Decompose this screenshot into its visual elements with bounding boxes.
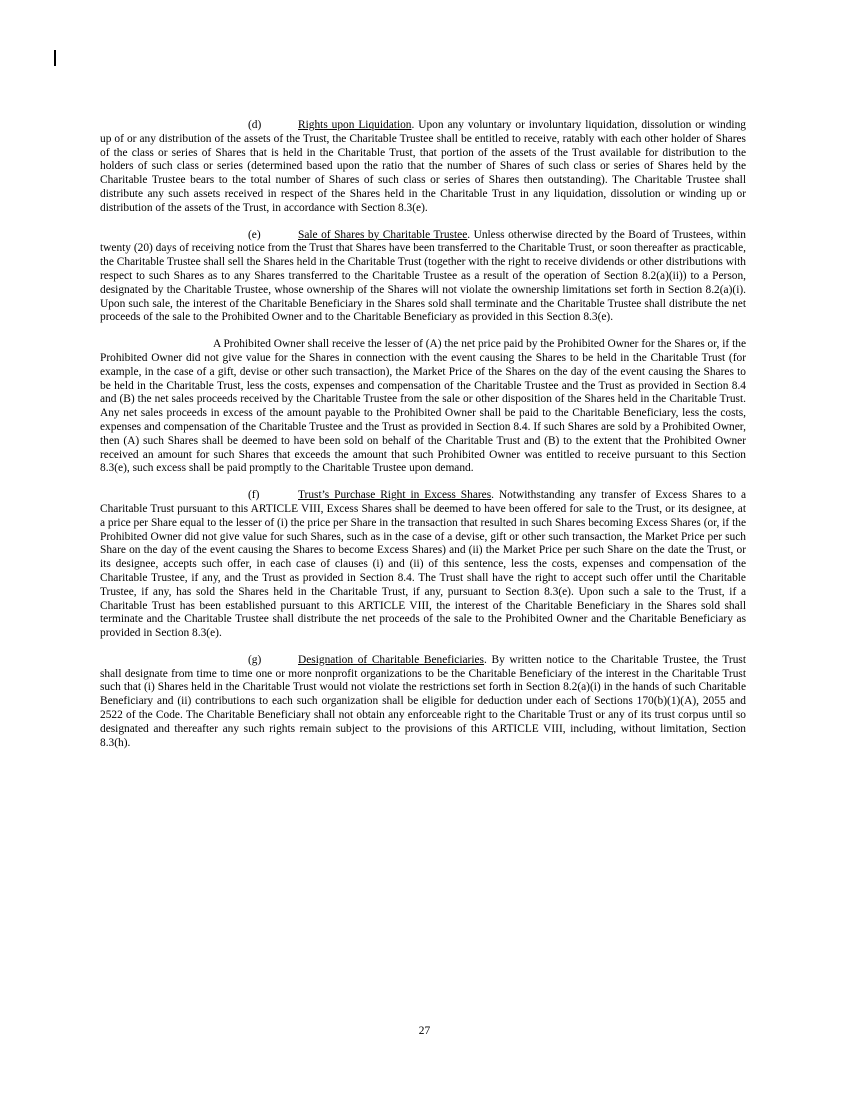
document-body	[100, 119, 746, 763]
section-d	[100, 119, 746, 216]
section-e	[100, 229, 746, 326]
section-f	[100, 489, 746, 641]
section-e-heading: Sale of Shares by Charitable Trustee	[298, 228, 468, 241]
section-e-continuation	[100, 338, 746, 476]
section-g	[100, 654, 746, 751]
section-g-letter: (g)	[248, 653, 262, 666]
text-cursor-mark	[54, 50, 56, 66]
section-e-body: . Unless otherwise directed by the Board of Trustees, within twenty (20) days of receiving notice from the Trust that Shares have been transferred to the Charitable Trust, or soon thereafter as practicable, the Charitable Trustee shall sell the Shares held in the Charitable Trust (together with the right to receive dividends or other distributions with respect to such Shares as to any Shares transferred to the Charitable Trustee as a result of the operation of Section 8.2(a)(ii)) to a Person, designated by the Charitable Trustee, whose ownership of the Shares will not violate the ownership limitations set forth in Section 8.2(a)(i). Upon such sale, the interest of the Charitable Beneficiary in the Shares sold shall terminate and the Charitable Trustee shall distribute the net proceeds of the sale to the Prohibited Owner and to the Charitable Beneficiary as provided in this Section 8.3(e).	[100, 228, 746, 324]
section-f-heading: Trust’s Purchase Right in Excess Shares	[298, 489, 492, 502]
section-d-letter: (d)	[248, 119, 262, 131]
section-d-heading: Rights upon Liquidation	[298, 119, 412, 131]
page-number: 27	[418, 1025, 431, 1037]
section-g-heading: Designation of Charitable Beneficiaries	[298, 653, 484, 666]
section-g-body: . By written notice to the Charitable Trustee, the Trust shall designate from time to time one or more nonprofit organizations to be the Charitable Beneficiary of the interest in the Charitable Trust such that (i) Shares held in the Charitable Trust would not violate the restrictions set forth in Section 8.2(a)(i) in the hands of such Charitable Beneficiary and (ii) contributions to each such organization shall be eligible for deduction under each of Sections 170(b)(1)(A), 2055 and 2522 of the Code. The Charitable Beneficiary shall not obtain any enforceable right to the Charitable Trust or any of its trust corpus until so designated and thereafter any such rights remain subject to the provisions of this ARTICLE VIII, including, without limitation, Section 8.3(h).	[100, 653, 746, 749]
section-f-letter: (f)	[248, 489, 260, 502]
section-e-letter: (e)	[248, 228, 261, 241]
section-d-body: . Upon any voluntary or involuntary liquidation, dissolution or winding up of or any distribution of the assets of the Trust, the Charitable Trustee shall be entitled to receive, ratably with each other holder of Shares of the class or series of Shares that is held in the Charitable Trust, that portion of the assets of the Trust available for distribution to the holders of such class or series (determined based upon the ratio that the number of Shares of such class or series of Shares held by the Charitable Trustee bears to the total number of Shares of such class or series of Shares then outstanding). The Charitable Trustee shall distribute any such assets received in respect of the Shares held in the Charitable Trust in any liquidation, dissolution or winding up or distribution of the assets of the Trust, in accordance with Section 8.3(e).	[100, 119, 746, 214]
section-e-continuation-body: A Prohibited Owner shall receive the lesser of (A) the net price paid by the Prohibited Owner for the Shares or, if the Prohibited Owner did not give value for the Shares in connection with the event causing the Shares to be held in the Charitable Trust (for example, in the case of a gift, devise or other such transaction), the Market Price of the Shares on the day of the event causing the Shares to be held in the Charitable Trust, less the costs, expenses and compensation of the Charitable Trustee and the Trust as provided in Section 8.4 and (B) the net sales proceeds received by the Charitable Trustee from the sale or other disposition of the Shares held in the Charitable Trust. Any net sales proceeds in excess of the amount payable to the Prohibited Owner shall be paid to the Charitable Beneficiary, less the costs, expenses and compensation of the Charitable Trustee and the Trust as provided in Section 8.4. If such Shares are sold by a Prohibited Owner, then (A) such Shares shall be deemed to have been sold on behalf of the Charitable Trust and (B) to the extent that the Prohibited Owner received an amount for such Shares that exceeds the amount that such Prohibited Owner was entitled to receive pursuant to this Section 8.3(e), such excess shall be paid promptly to the Charitable Trustee upon demand.	[100, 338, 746, 475]
section-f-body: . Notwithstanding any transfer of Excess Shares to a Charitable Trust pursuant to this ARTICLE VIII, Excess Shares shall be deemed to have been offered for sale to the Trust, or its designee, at a price per Share equal to the lesser of (i) the price per Share in the transaction that resulted in such Shares becoming Excess Shares (or, if the Prohibited Owner did not give value for such Shares, such as in the case of a devise, gift or other such transaction, the Market Price per such Share on the day of the event causing the Shares to become Excess Shares) and (ii) the Market Price per such Share on the date the Trust, or its designee, accepts such offer, in each case of clauses (i) and (ii) of this sentence, less the costs, expenses and compensation of the Charitable Trustee, if any, and the Trust as provided in Section 8.4. The Trust shall have the right to accept such offer until the Charitable Trustee, if any, has sold the Shares held in the Charitable Trust, if any, pursuant to Section 8.3(e). Upon such a sale to the Trust, if a Charitable Trust has been established pursuant to this ARTICLE VIII, the interest of the Charitable Beneficiary in the Shares sold shall terminate and the Charitable Trustee shall distribute the net proceeds of the sale to the Prohibited Owner and the Charitable Beneficiary as provided in Section 8.3(e).	[100, 489, 746, 640]
